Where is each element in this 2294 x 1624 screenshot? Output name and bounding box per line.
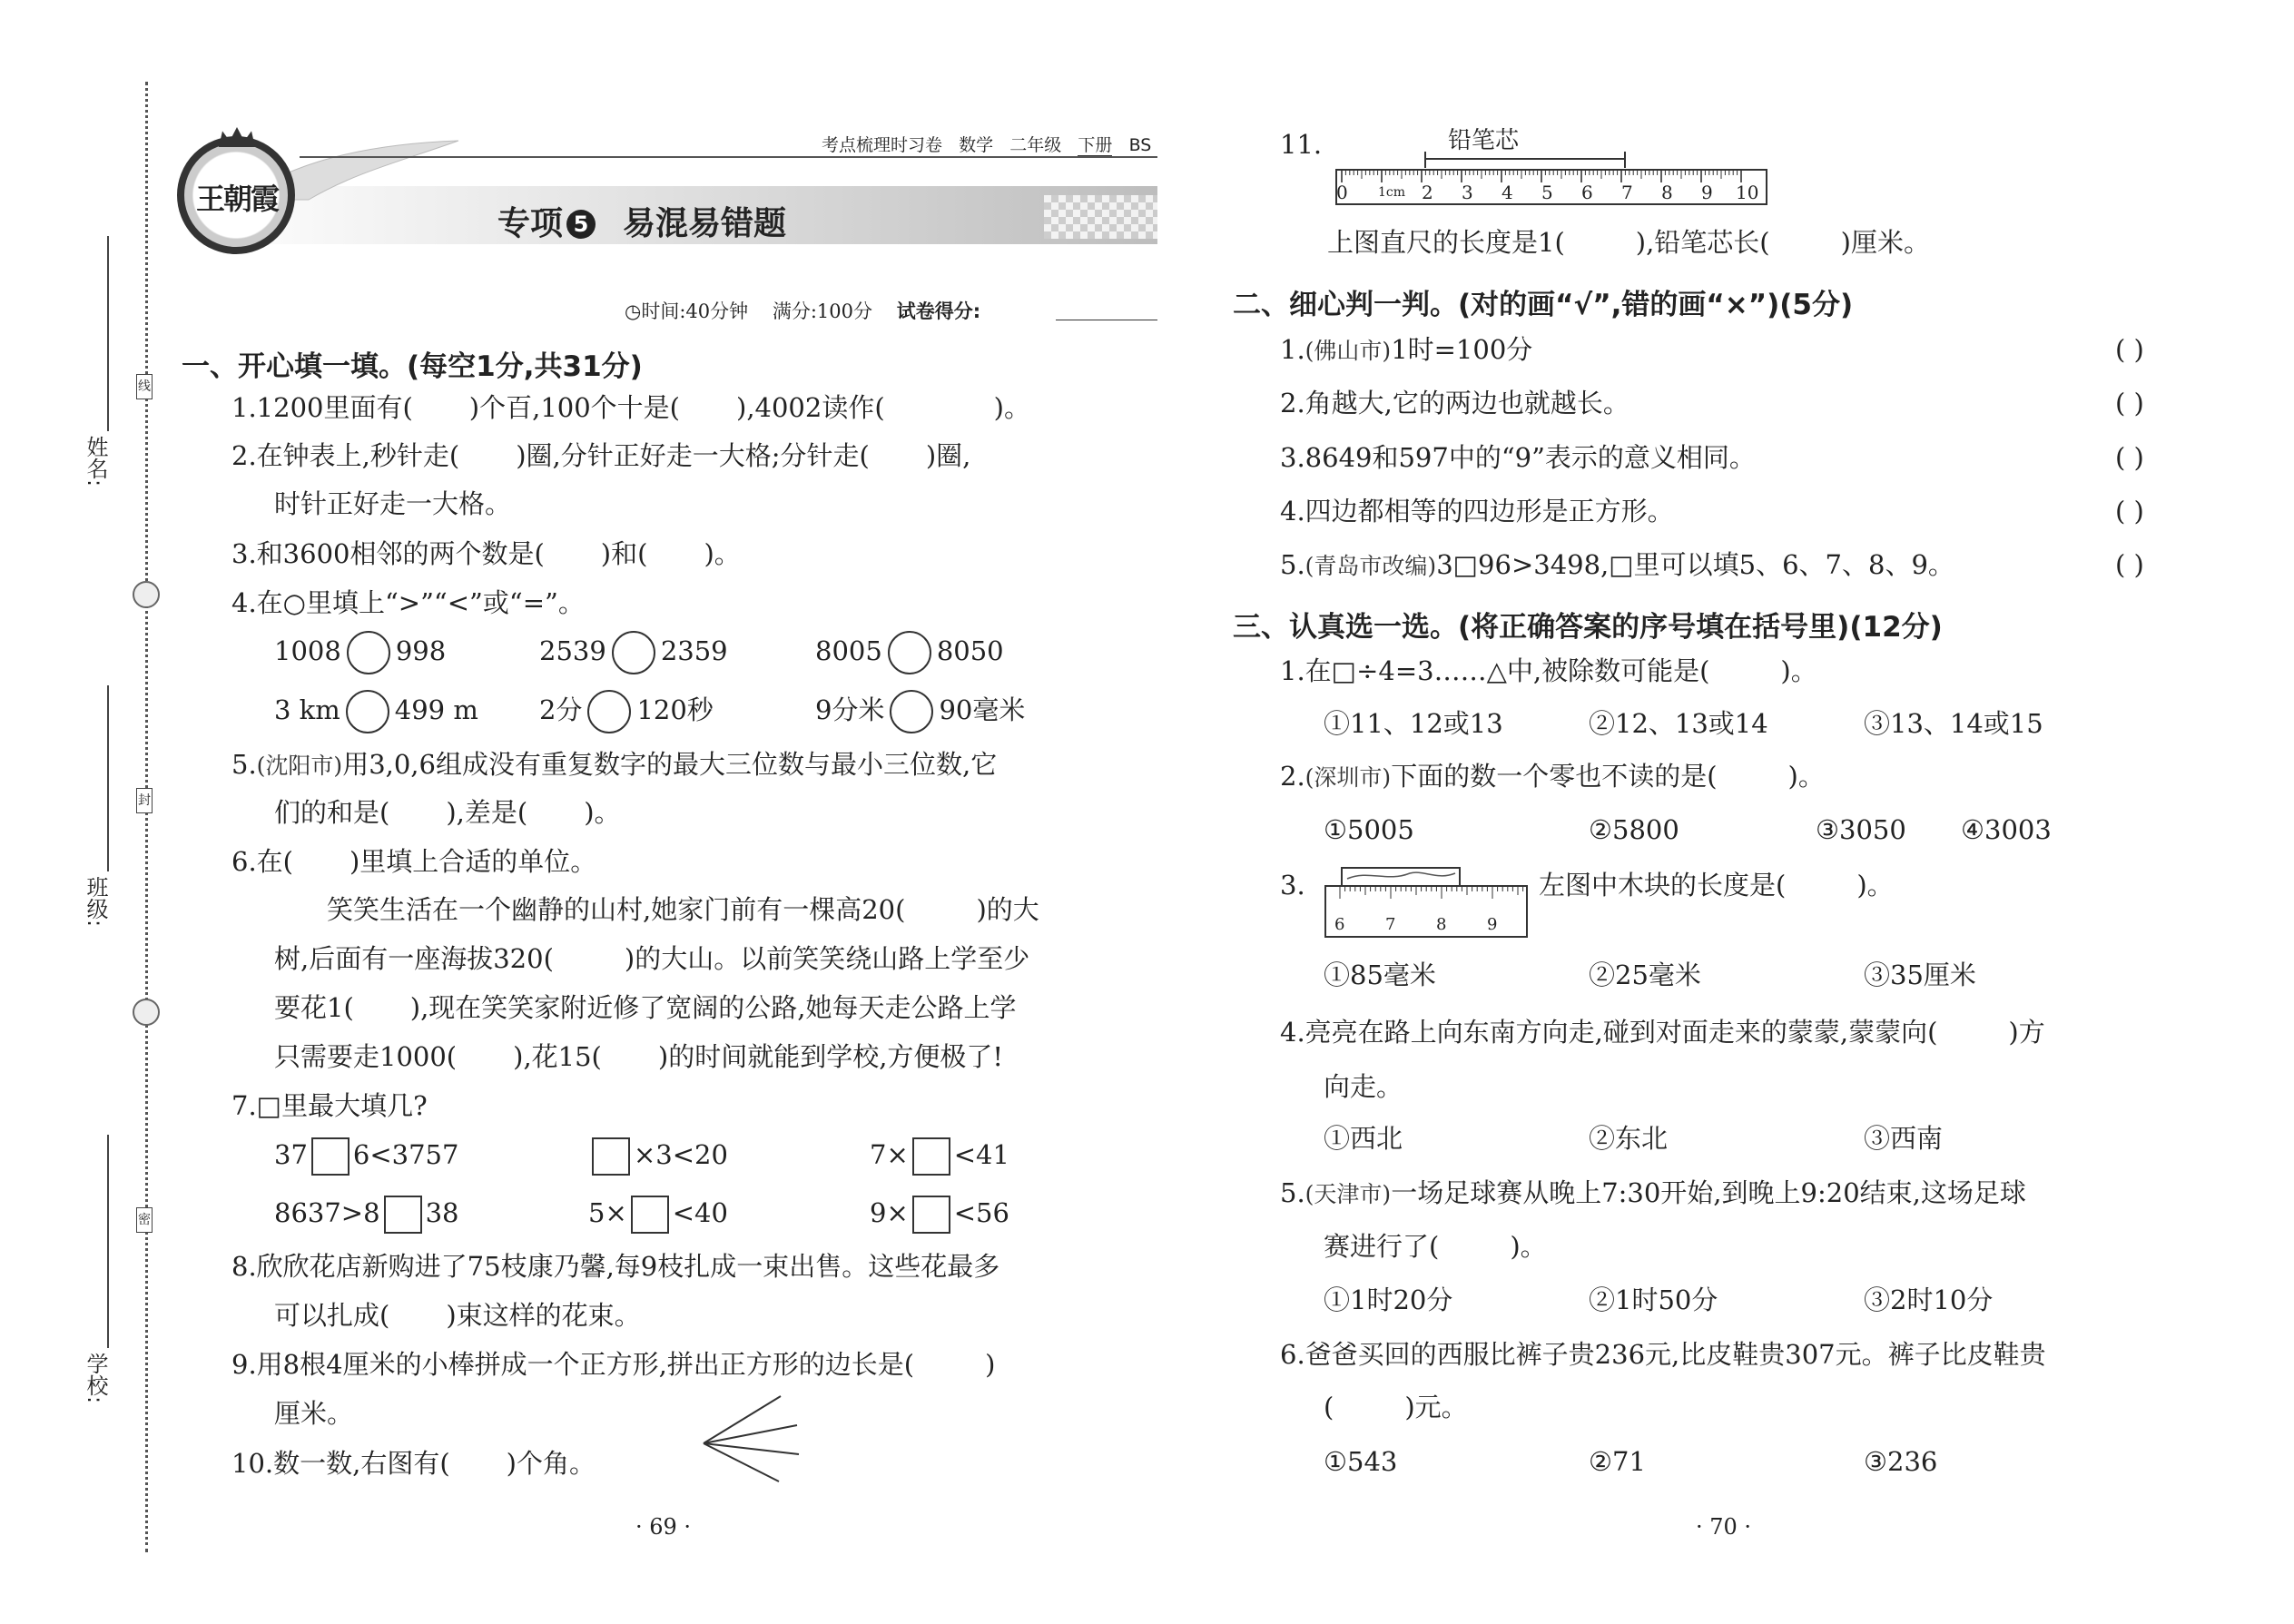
cut-mark-seal: 封 [136, 788, 153, 813]
question-3: 3.和3600相邻的两个数是( )和( )。 [231, 538, 741, 569]
question-2-line2: 时针正好走一大格。 [274, 488, 512, 519]
option[interactable]: ①543 [1324, 1446, 1398, 1477]
name-label: 姓名: [83, 436, 108, 487]
option[interactable]: ②12、13或14 [1589, 708, 1768, 739]
judge-item-3: 3.8649和597中的“9”表示的意义相同。 [1280, 442, 1756, 473]
ruler-tick-label: 7 [1385, 915, 1396, 934]
ruler-tick-label: 8 [1436, 915, 1447, 934]
compare-item: 2539 2359 [539, 631, 728, 674]
exam-info [625, 297, 980, 324]
question-6-para-2: 树,后面有一座海拔320( )的大山。以前笑笑绕山路上学至少 [274, 943, 1030, 974]
compare-circle[interactable] [346, 690, 389, 733]
option[interactable]: ③35厘米 [1864, 960, 1976, 990]
compare-item: 9分米 90毫米 [815, 690, 1025, 733]
choice-1: 1.在□÷4=3……△中,被除数可能是( )。 [1280, 655, 1817, 686]
fill-box[interactable] [631, 1196, 669, 1234]
checker-decoration [1044, 195, 1157, 239]
question-10: 10.数一数,右图有( )个角。 [231, 1448, 596, 1479]
question-1: 1.1200里面有( )个百,100个十是( ),4002读作( )。 [231, 392, 1030, 423]
ruler-tick-label: 4 [1501, 182, 1513, 203]
question-5-line2: 们的和是( ),差是( )。 [274, 797, 621, 828]
question-source: (沈阳市) [256, 753, 343, 779]
class-label: 班级: [83, 876, 108, 928]
question-source: (深圳市) [1305, 764, 1392, 791]
option[interactable]: ③西南 [1864, 1123, 1944, 1154]
option[interactable]: ③2时10分 [1864, 1284, 1994, 1315]
topic-number-badge: 5 [566, 210, 596, 239]
dotted-cut-line [145, 82, 148, 1552]
school-label: 学校: [83, 1353, 108, 1404]
topic-title: 易混易错题 [623, 205, 787, 242]
fill-box[interactable] [384, 1196, 422, 1234]
question-4: 4.在○里填上“>”“<”或“=”。 [231, 587, 585, 618]
pencil-lead-label: 铅笔芯 [1448, 127, 1520, 154]
subject: 数学 [959, 135, 994, 155]
name-field[interactable] [107, 236, 109, 431]
ruler-tick-label: 0 [1336, 182, 1348, 203]
choice-3: 左图中木块的长度是( )。 [1539, 870, 1894, 901]
choice-5-line2: 赛进行了( )。 [1324, 1231, 1547, 1262]
ruler-tick-label: 7 [1621, 182, 1633, 203]
time-info: 时间:40分钟 [641, 300, 749, 322]
choice-5: 5.(天津市)一场足球赛从晚上7:30开始,到晚上9:20结束,这场足球 [1280, 1177, 2026, 1208]
fill-item: 8637>8 38 [274, 1196, 458, 1234]
question-2: 2.在钟表上,秒针走( )圈,分针正好走一大格;分针走( )圈, [231, 440, 971, 471]
judge-item-1: 1.(佛山市)1时=100分 [1280, 334, 1533, 365]
ornament-icon [133, 999, 160, 1026]
page-title [497, 198, 786, 244]
fill-item: 37 6<3757 [274, 1137, 458, 1176]
choice-6-line2: ( )元。 [1324, 1392, 1468, 1422]
header-rule [300, 156, 1157, 158]
question-8: 8.欣欣花店新购进了75枝康乃馨,每9枝扎成一束出售。这些花最多 [231, 1251, 1000, 1282]
option[interactable]: ②1时50分 [1589, 1284, 1718, 1315]
question-9-line2: 厘米。 [274, 1398, 354, 1429]
compare-circle[interactable] [587, 690, 631, 733]
question-6-para-1: 笑笑生活在一个幽静的山村,她家门前有一棵高20( )的大 [327, 894, 1039, 925]
score-label: 试卷得分: [896, 300, 981, 322]
compare-item: 8005 8050 [815, 631, 1004, 674]
ruler-tick-label: 2 [1422, 182, 1433, 203]
ruler-tick-label: 6 [1334, 915, 1345, 934]
section3-title: 三、认真选一选。(将正确答案的序号填在括号里)(12分) [1233, 611, 1943, 644]
class-field[interactable] [107, 685, 109, 871]
question-6-para-4: 只需要走1000( ),花15( )的时间就能到学校,方便极了! [274, 1041, 1004, 1072]
option[interactable]: ②71 [1589, 1446, 1646, 1477]
option[interactable]: ③3050 [1816, 814, 1906, 845]
ruler-tick-label: 9 [1701, 182, 1713, 203]
ruler-tick-label: 6 [1581, 182, 1593, 203]
option[interactable]: ②东北 [1589, 1123, 1669, 1154]
grade: 二年级 [1009, 135, 1062, 155]
judge-item-2: 2.角越大,它的两边也就越长。 [1280, 388, 1629, 418]
compare-item: 3 km 499 m [274, 690, 478, 733]
question-11-num: 11. [1280, 129, 1323, 160]
option[interactable]: ①11、12或13 [1324, 708, 1503, 739]
edition: BS [1128, 135, 1152, 155]
topic-prefix: 专项 [497, 205, 564, 242]
ruler-tick-label: 9 [1487, 915, 1498, 934]
choice-6: 6.爸爸买回的西服比裤子贵236元,比皮鞋贵307元。裤子比皮鞋贵 [1280, 1339, 2046, 1370]
ruler-tick-labels [1334, 182, 1770, 209]
compare-item: 2分 120秒 [539, 690, 714, 733]
option[interactable]: ②25毫米 [1589, 960, 1701, 990]
question-6-para-3: 要花1( ),现在笑笑家附近修了宽阔的公路,她每天走公路上学 [274, 992, 1017, 1023]
fill-item: ×3<20 [588, 1137, 728, 1176]
answer-paren[interactable]: ( ) [2115, 549, 2144, 580]
brand-logo [177, 136, 295, 254]
fill-box[interactable] [912, 1137, 950, 1176]
choice-3-num: 3. [1280, 870, 1305, 901]
compare-circle[interactable] [347, 631, 390, 674]
judge-item-5: 5.(青岛市改编)3□96>3498,□里可以填5、6、7、8、9。 [1280, 549, 1954, 580]
cut-mark-line: 线 [136, 374, 153, 399]
volume: 下册 [1078, 135, 1113, 155]
question-6: 6.在( )里填上合适的单位。 [231, 846, 597, 877]
choice-4: 4.亮亮在路上向东南方向走,碰到对面走来的蒙蒙,蒙蒙向( )方 [1280, 1017, 2045, 1048]
option[interactable]: ①西北 [1324, 1123, 1403, 1154]
judge-item-4: 4.四边都相等的四边形是正方形。 [1280, 496, 1674, 527]
compare-circle[interactable] [890, 690, 933, 733]
answer-paren[interactable]: ( ) [2115, 388, 2144, 418]
question-source: (佛山市) [1305, 338, 1392, 364]
answer-paren[interactable]: ( ) [2115, 496, 2144, 527]
school-field[interactable] [107, 1135, 109, 1348]
option[interactable]: ④3003 [1961, 814, 2052, 845]
option[interactable]: ①5005 [1324, 814, 1414, 845]
wood-ruler-tick-labels [1324, 915, 1532, 939]
page-number-left: · 69 · [635, 1514, 692, 1540]
question-11-text: 上图直尺的长度是1( ),铅笔芯长( )厘米。 [1327, 227, 1930, 258]
fill-item: 7× <41 [870, 1137, 1009, 1176]
section2-title: 二、细心判一判。(对的画“√”,错的画“×”)(5分) [1233, 289, 1854, 321]
ruler-tick-label: 1cm [1378, 185, 1406, 200]
question-8-line2: 可以扎成( )束这样的花束。 [274, 1300, 641, 1331]
page-number-right: · 70 · [1696, 1514, 1752, 1540]
question-9: 9.用8根4厘米的小棒拼成一个正方形,拼出正方形的边长是( ) [231, 1349, 996, 1380]
fill-box[interactable] [912, 1196, 950, 1234]
logo-text: 王朝霞 [195, 182, 278, 216]
cut-mark-secret: 密 [136, 1207, 153, 1233]
answer-paren[interactable]: ( ) [2115, 442, 2144, 473]
section1-title: 一、开心填一填。(每空1分,共31分) [182, 350, 643, 383]
compare-item: 1008 998 [274, 631, 446, 674]
question-source: (青岛市改编) [1305, 553, 1437, 579]
ruler-tick-label: 5 [1541, 182, 1553, 203]
option[interactable]: ①1时20分 [1324, 1284, 1453, 1315]
option[interactable]: ③236 [1864, 1446, 1938, 1477]
question-source: (天津市) [1305, 1181, 1392, 1207]
choice-4-line2: 向走。 [1324, 1071, 1403, 1102]
fill-item: 5× <40 [588, 1196, 728, 1234]
fill-box[interactable] [592, 1137, 630, 1176]
compare-circle[interactable] [612, 631, 655, 674]
series-name: 考点梳理时习卷 [822, 135, 943, 155]
compare-circle[interactable] [888, 631, 931, 674]
answer-paren[interactable]: ( ) [2115, 334, 2144, 365]
clock-icon: ◷ [625, 300, 642, 322]
choice-2: 2.(深圳市)下面的数一个零也不读的是( )。 [1280, 761, 1825, 792]
ruler-tick-label: 3 [1462, 182, 1473, 203]
option[interactable]: ③13、14或15 [1864, 708, 2043, 739]
fill-item: 9× <56 [870, 1196, 1009, 1234]
angle-figure [699, 1389, 808, 1489]
binding-margin [0, 0, 154, 1624]
question-7: 7.□里最大填几? [231, 1090, 428, 1121]
ruler-tick-label: 8 [1661, 182, 1673, 203]
ornament-icon [133, 581, 160, 608]
ruler-tick-label: 10 [1736, 182, 1759, 203]
option[interactable]: ②5800 [1589, 814, 1679, 845]
series-info [822, 132, 1151, 156]
fill-box[interactable] [311, 1137, 350, 1176]
full-score: 满分:100分 [772, 300, 872, 322]
question-5: 5.(沈阳市)用3,0,6组成没有重复数字的最大三位数与最小三位数,它 [231, 749, 998, 780]
option[interactable]: ①85毫米 [1324, 960, 1436, 990]
